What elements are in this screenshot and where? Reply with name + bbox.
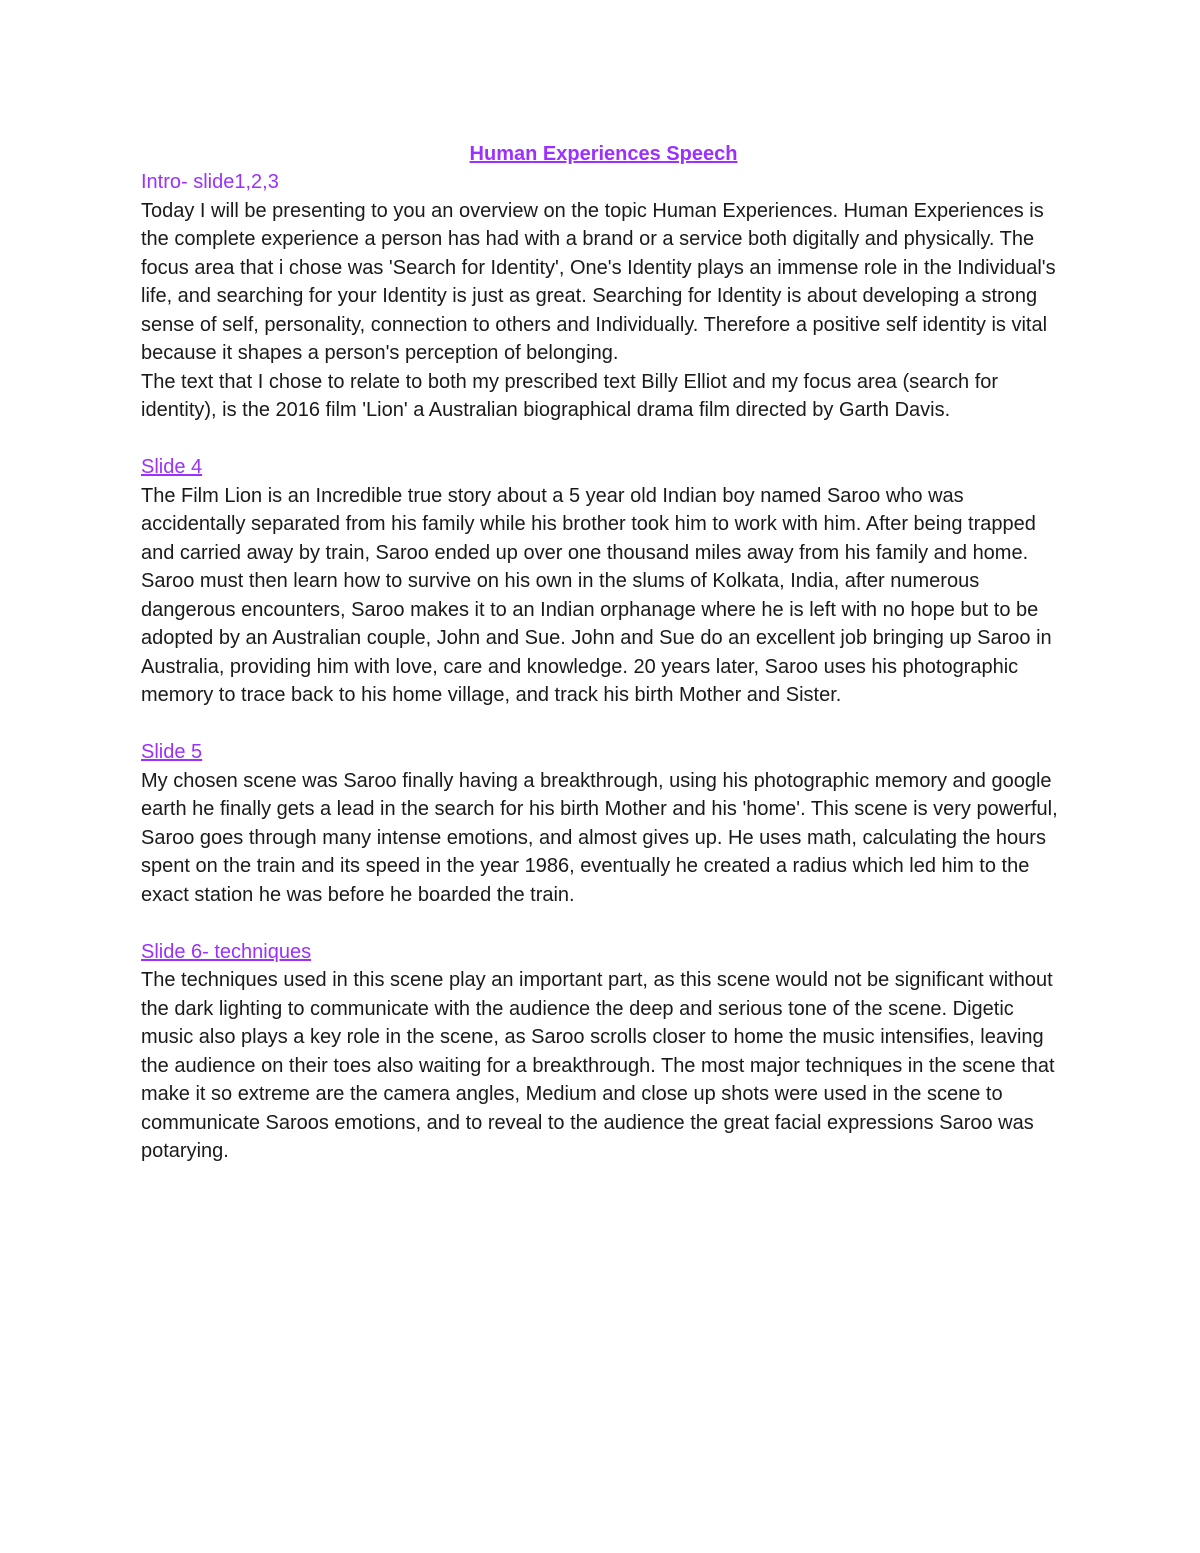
- blank-line: [141, 710, 1066, 739]
- paragraph: The text that I chose to relate to both my prescribed text Billy Elliot and my focus area (search for identity), is the 2016 film 'Lion' a Australian biographical drama film directed by Garth Davis.: [141, 370, 999, 421]
- paragraph: My chosen scene was Saroo finally having a breakthrough, using his photographic memory and google earth he finally gets a lead in the search for his birth Mother and his 'home'. This scene is very powerful, Saroo goes through many intense emotions, and almost gives up. He uses math, calculating the hours spent on the train and its speed in the year 1986, eventually he created a radius which led him to the exact station he was before he boarded the train.: [141, 769, 1058, 906]
- paragraph: The techniques used in this scene play an important part, as this scene would not be significant without the dark lighting to communicate with the audience the deep and serious tone of the scene. Digetic music also plays a key role in the scene, as Saroo scrolls closer to home the music intensifies, leaving the audience on their toes also waiting for a breakthrough. The most major techniques in the scene that make it so extreme are the camera angles, Medium and close up shots were used in the scene to communicate Saroos emotions, and to reveal to the audience the great facial expressions Saroo was potarying.: [141, 969, 1055, 1162]
- section-intro: [141, 168, 1066, 425]
- section-heading-slide-6: Slide 6- techniques: [141, 940, 312, 963]
- blank-line: [141, 425, 1066, 454]
- section-heading-slide-5: Slide 5: [141, 741, 203, 763]
- paragraph: The Film Lion is an Incredible true story about a 5 year old Indian boy named Saroo who was accidentally separated from his family while his brother took him to work with him. After being trapped and carried away by train, Saroo ended up over one thousand miles away from his family and home. Saroo must then learn how to survive on his own in the slums of Kolkata, India, after numerous dangerous encounters, Saroo makes it to an Indian orphanage where he is left with no hope but to be adopted by an Australian couple, John and Sue. John and Sue do an excellent job bringing up Saroo in Australia, providing him with love, care and knowledge. 20 years later, Saroo uses his photographic memory to trace back to his home village, and track his birth Mother and Sister.: [141, 484, 1052, 706]
- section-heading-slide-4: Slide 4: [141, 456, 203, 478]
- document-content: [141, 140, 1066, 1166]
- paragraph: Today I will be presenting to you an overview on the topic Human Experiences. Human Experiences is the complete experience a person has had with a brand or a service both digitally and physically. The focus area that i chose was 'Search for Identity', One's Identity plays an immense role in the Individual's life, and searching for your Identity is just as great. Searching for Identity is about developing a strong sense of self, personality, connection to others and Individually. Therefore a positive self identity is vital because it shapes a person's perception of belonging.: [141, 199, 1056, 364]
- section-heading-intro: Intro- slide1,2,3: [141, 171, 279, 193]
- section-slide-4: [141, 453, 1066, 710]
- section-slide-5: [141, 738, 1066, 909]
- blank-line: [141, 909, 1066, 938]
- section-slide-6: [141, 938, 1066, 1166]
- document-title: Human Experiences Speech: [469, 143, 738, 165]
